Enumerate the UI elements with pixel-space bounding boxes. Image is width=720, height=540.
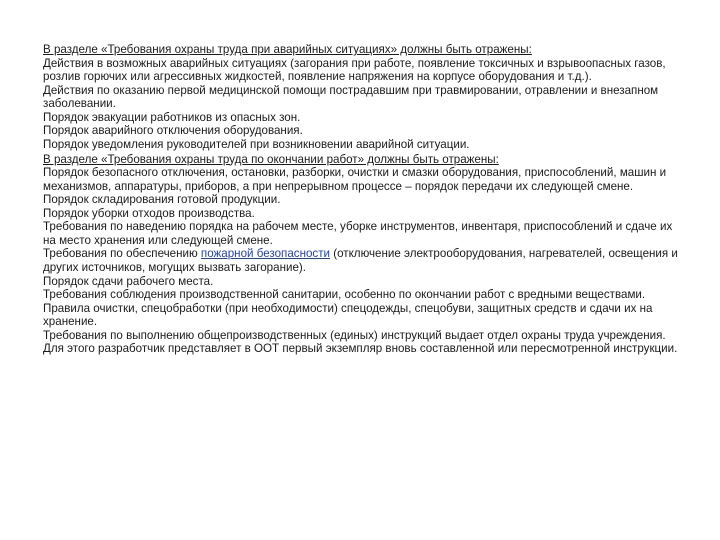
section2-item: Порядок складирования готовой продукции. [43, 193, 281, 207]
section2-item: Правила очистки, спецобработки (при необходимости) спецодежды, спецобуви, защитных средств и сдачи их на хранение. [43, 301, 653, 329]
section1-item: Порядок уведомления руководителей при возникновении аварийной ситуации. [43, 137, 470, 151]
section2-item: Порядок сдачи рабочего места. [43, 274, 214, 288]
fire-safety-link[interactable]: пожарной безопасности [200, 247, 331, 261]
fire-safety-prefix: Требования по обеспечению [43, 247, 201, 261]
section2-item: Требования по наведению порядка на рабочем месте, уборке инструментов, инвентаря, приспособлений и сдаче их на место хранения или следующей смене. [43, 220, 673, 247]
section1-item: Действия в возможных аварийных ситуациях (загорания при работе, появление токсичных и взрывоопасных газов, розлив горючих или агрессивных жидкостей, появление напряжения на корпусе оборудования и т.д.). [43, 56, 666, 84]
section2-item: Требования соблюдения производственной санитарии, особенно по окончании работ с вредными веществами. [43, 288, 646, 302]
section2-item: Порядок безопасного отключения, остановки, разборки, очистки и смазки оборудования, приспособлений, машин и механизмов, аппаратуры, приборов, а при непрерывном процессе – порядок передачи их следующей смене. [43, 166, 667, 193]
section1-item: Порядок эвакуации работников из опасных зон. [43, 110, 301, 124]
section2-item: Требования по выполнению общепроизводственных (единых) инструкций выдает отдел охраны труда учреждения. Для этого разработчик представляет в ООТ первый экземпляр вновь составленной или пересмотренной инструкции. [43, 328, 678, 356]
section2-item: Порядок уборки отходов производства. [43, 206, 255, 220]
text-block [43, 43, 683, 356]
fire-safety-item [43, 247, 683, 274]
section1-heading: В разделе «Требования охраны труда при аварийных ситуациях» должны быть отражены: [43, 43, 532, 56]
section1-item: Действия по оказанию первой медицинской помощи пострадавшим при травмировании, отравлении и внезапном заболевании. [43, 83, 659, 111]
section2-heading: В разделе «Требования охраны труда по окончании работ» должны быть отражены: [43, 152, 499, 166]
fire-safety-suffix: (отключение электрооборудования, нагревателей, освещения и других источников, могущих вызвать загорание). [43, 247, 678, 274]
section1-item: Порядок аварийного отключения оборудования. [43, 124, 303, 138]
